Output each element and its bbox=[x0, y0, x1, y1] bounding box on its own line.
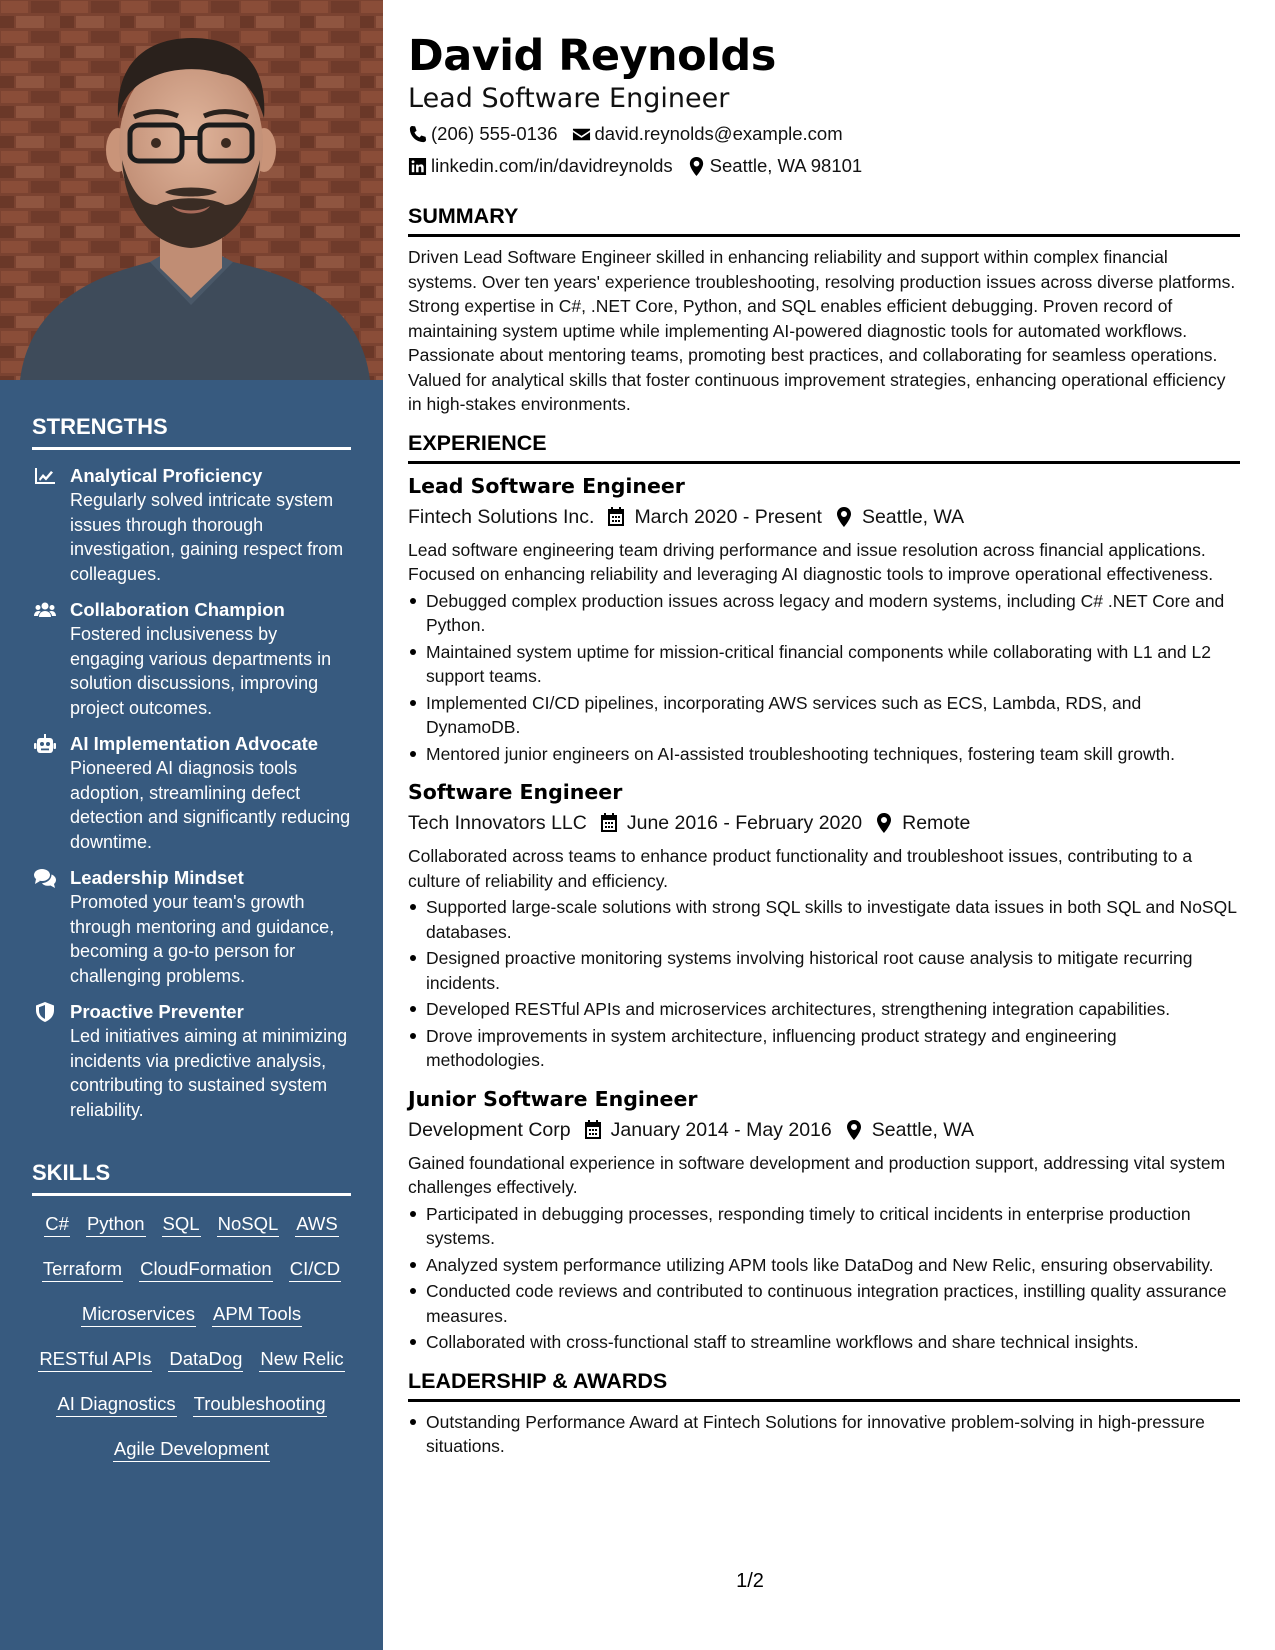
comments-icon bbox=[32, 866, 70, 988]
job-dates-text: June 2016 - February 2020 bbox=[626, 812, 863, 834]
job-location bbox=[844, 1117, 974, 1143]
job-dates-text: March 2020 - Present bbox=[634, 505, 822, 528]
email-text: david.reynolds@example.com bbox=[594, 123, 843, 144]
skill-tag: Python bbox=[86, 1212, 146, 1237]
awards-heading: LEADERSHIP & AWARDS bbox=[408, 1367, 1240, 1402]
skill-tag: Agile Development bbox=[113, 1437, 270, 1462]
job-bullets bbox=[408, 1202, 1240, 1355]
email-contact[interactable] bbox=[572, 122, 843, 146]
job-bullet: Analyzed system performance utilizing APM tools like DataDog and New Relic, ensuring observability. bbox=[408, 1253, 1240, 1278]
skill-tag: AI Diagnostics bbox=[56, 1392, 176, 1417]
summary-section bbox=[408, 202, 1240, 417]
main-content bbox=[408, 28, 1240, 1459]
strength-item bbox=[32, 732, 351, 854]
candidate-title: Lead Software Engineer bbox=[408, 83, 730, 114]
job-location-text: Seattle, WA bbox=[871, 1118, 974, 1141]
map-pin-icon bbox=[874, 813, 894, 833]
skill-row bbox=[32, 1302, 351, 1327]
awards-section bbox=[408, 1367, 1240, 1459]
strength-description: Promoted your team's growth through mentoring and guidance, becoming a go-to person for challenging problems. bbox=[70, 892, 335, 986]
skill-tag: CI/CD bbox=[289, 1257, 341, 1282]
summary-heading: SUMMARY bbox=[408, 202, 1240, 237]
location-contact bbox=[687, 154, 863, 178]
strength-title: Collaboration Champion bbox=[70, 599, 285, 620]
job-bullet: Developed RESTful APIs and microservices architectures, strengthening integration capabilities. bbox=[408, 997, 1240, 1022]
phone-contact[interactable] bbox=[408, 122, 558, 146]
strength-item bbox=[32, 1000, 351, 1122]
job-dates bbox=[606, 504, 822, 530]
strength-item bbox=[32, 464, 351, 586]
job-meta bbox=[408, 810, 1240, 836]
job-location-text: Seattle, WA bbox=[861, 505, 965, 528]
job-company: Fintech Solutions Inc. bbox=[408, 505, 595, 528]
skill-tag: Terraform bbox=[42, 1257, 123, 1282]
linkedin-text: linkedin.com/in/davidreynolds bbox=[431, 155, 673, 176]
skill-tag: CloudFormation bbox=[139, 1257, 273, 1282]
job-bullets bbox=[408, 895, 1240, 1073]
skill-tag: SQL bbox=[162, 1212, 201, 1237]
profile-photo bbox=[0, 0, 383, 380]
job-entry bbox=[408, 779, 1240, 1073]
experience-section bbox=[408, 429, 1240, 1355]
map-pin-icon bbox=[844, 1120, 864, 1140]
job-meta bbox=[408, 504, 1240, 530]
contact-row bbox=[408, 154, 1240, 178]
line-chart-icon bbox=[32, 464, 70, 586]
robot-icon bbox=[32, 732, 70, 854]
strength-item bbox=[32, 866, 351, 988]
page-number: 1/2 bbox=[736, 1570, 764, 1592]
strength-description: Regularly solved intricate system issues through thorough investigation, gaining respect from colleagues. bbox=[70, 490, 344, 584]
location-text: Seattle, WA 98101 bbox=[709, 155, 863, 176]
strength-title: Analytical Proficiency bbox=[70, 465, 263, 486]
calendar-icon bbox=[583, 1120, 603, 1140]
skill-tag: AWS bbox=[295, 1212, 338, 1237]
strength-title: Leadership Mindset bbox=[70, 867, 244, 888]
job-dates bbox=[599, 810, 862, 836]
strength-item bbox=[32, 598, 351, 720]
job-description: Lead software engineering team driving performance and issue resolution across financial applications. Focused on enhancing reliability and leveraging AI diagnostic tools to improve operational effectiveness. bbox=[408, 539, 1214, 584]
skill-tag: Microservices bbox=[81, 1302, 196, 1327]
experience-heading: EXPERIENCE bbox=[408, 429, 1240, 464]
skill-tag: C# bbox=[44, 1212, 70, 1237]
envelope-icon bbox=[572, 125, 595, 144]
summary-text: Driven Lead Software Engineer skilled in enhancing reliability and support within complex financial systems. Over ten years' experience troubleshooting, resolving production issues across diverse platforms. Strong expertise in C#, .NET Core, Python, and SQL enables efficient debugging. Proven record of maintaining system uptime while implementing AI-powered diagnostic tools for automated workflows. Passionate about mentoring teams, promoting best practices, and collaborating for seamless operations. Valued for analytical skills that foster continuous improvement strategies, enhancing operational efficiency in high-stakes environments. bbox=[408, 247, 1236, 414]
skill-tag: RESTful APIs bbox=[38, 1347, 152, 1372]
job-bullet: Implemented CI/CD pipelines, incorporating AWS services such as ECS, Lambda, RDS, and DynamoDB. bbox=[408, 691, 1240, 740]
job-location bbox=[834, 504, 964, 530]
strength-title: AI Implementation Advocate bbox=[70, 733, 319, 754]
strengths-section bbox=[32, 414, 351, 1122]
job-bullet: Debugged complex production issues across legacy and modern systems, including C# .NET Core and Python. bbox=[408, 589, 1240, 638]
job-bullet: Maintained system uptime for mission-critical financial components while collaborating with L1 and L2 support teams. bbox=[408, 640, 1240, 689]
contact-row bbox=[408, 122, 1240, 146]
job-bullets bbox=[408, 589, 1240, 767]
award-bullet: Outstanding Performance Award at Fintech Solutions for innovative problem-solving in high-pressure situations. bbox=[408, 1410, 1240, 1459]
sidebar bbox=[0, 0, 383, 1650]
candidate-name: David Reynolds bbox=[408, 31, 776, 81]
linkedin-icon bbox=[408, 157, 431, 176]
users-icon bbox=[32, 598, 70, 720]
skill-tag: New Relic bbox=[259, 1347, 344, 1372]
job-description: Collaborated across teams to enhance product functionality and troubleshoot issues, contributing to a culture of reliability and efficiency. bbox=[408, 846, 1193, 891]
skill-tag: Troubleshooting bbox=[193, 1392, 327, 1417]
job-location bbox=[874, 810, 970, 836]
strength-description: Fostered inclusiveness by engaging various departments in solution discussions, improving project outcomes. bbox=[70, 624, 332, 718]
job-role: Junior Software Engineer bbox=[408, 1086, 698, 1111]
map-pin-icon bbox=[834, 507, 854, 527]
skill-row bbox=[32, 1437, 351, 1462]
strength-title: Proactive Preventer bbox=[70, 1001, 244, 1022]
job-bullet: Collaborated with cross-functional staff to streamline workflows and share technical insights. bbox=[408, 1330, 1240, 1355]
job-bullet: Supported large-scale solutions with strong SQL skills to investigate data issues in both SQL and NoSQL databases. bbox=[408, 895, 1240, 944]
skill-tag: DataDog bbox=[168, 1347, 243, 1372]
skill-row bbox=[32, 1212, 351, 1237]
skills-heading: SKILLS bbox=[32, 1160, 351, 1196]
job-bullet: Mentored junior engineers on AI-assisted troubleshooting techniques, fostering team skill growth. bbox=[408, 742, 1240, 767]
job-location-text: Remote bbox=[902, 812, 971, 834]
job-bullet: Conducted code reviews and contributed to continuous integration practices, instilling quality assurance measures. bbox=[408, 1279, 1240, 1328]
job-dates bbox=[583, 1117, 832, 1143]
skill-tag: NoSQL bbox=[217, 1212, 280, 1237]
job-role: Software Engineer bbox=[408, 780, 623, 804]
map-pin-icon bbox=[687, 157, 710, 176]
calendar-icon bbox=[606, 507, 626, 527]
strength-description: Led initiatives aiming at minimizing incidents via predictive analysis, contributing to sustained system reliability. bbox=[70, 1026, 348, 1120]
job-description: Gained foundational experience in software development and production support, addressing vital system challenges effectively. bbox=[408, 1152, 1226, 1197]
skill-row bbox=[32, 1257, 351, 1282]
shield-icon bbox=[32, 1000, 70, 1122]
calendar-icon bbox=[599, 813, 619, 833]
job-bullet: Participated in debugging processes, responding timely to critical incidents in enterprise production systems. bbox=[408, 1202, 1240, 1251]
job-bullet: Drove improvements in system architecture, influencing product strategy and engineering methodologies. bbox=[408, 1024, 1240, 1073]
phone-icon bbox=[408, 125, 431, 144]
job-bullet: Designed proactive monitoring systems involving historical root cause analysis to mitigate recurring incidents. bbox=[408, 946, 1240, 995]
strengths-heading: STRENGTHS bbox=[32, 414, 351, 450]
linkedin-contact[interactable] bbox=[408, 154, 673, 178]
phone-text: (206) 555-0136 bbox=[431, 123, 558, 144]
skill-tag: APM Tools bbox=[212, 1302, 302, 1327]
job-dates-text: January 2014 - May 2016 bbox=[610, 1118, 832, 1141]
job-role: Lead Software Engineer bbox=[408, 473, 685, 498]
job-company: Development Corp bbox=[408, 1118, 571, 1141]
job-meta bbox=[408, 1117, 1240, 1143]
skills-section bbox=[32, 1160, 351, 1482]
awards-bullets bbox=[408, 1410, 1240, 1459]
skill-row bbox=[32, 1392, 351, 1417]
job-entry bbox=[408, 1086, 1240, 1355]
job-entry bbox=[408, 473, 1240, 767]
skill-row bbox=[32, 1347, 351, 1372]
job-company: Tech Innovators LLC bbox=[408, 812, 587, 834]
strength-description: Pioneered AI diagnosis tools adoption, streamlining defect detection and significantly reducing downtime. bbox=[70, 758, 351, 852]
